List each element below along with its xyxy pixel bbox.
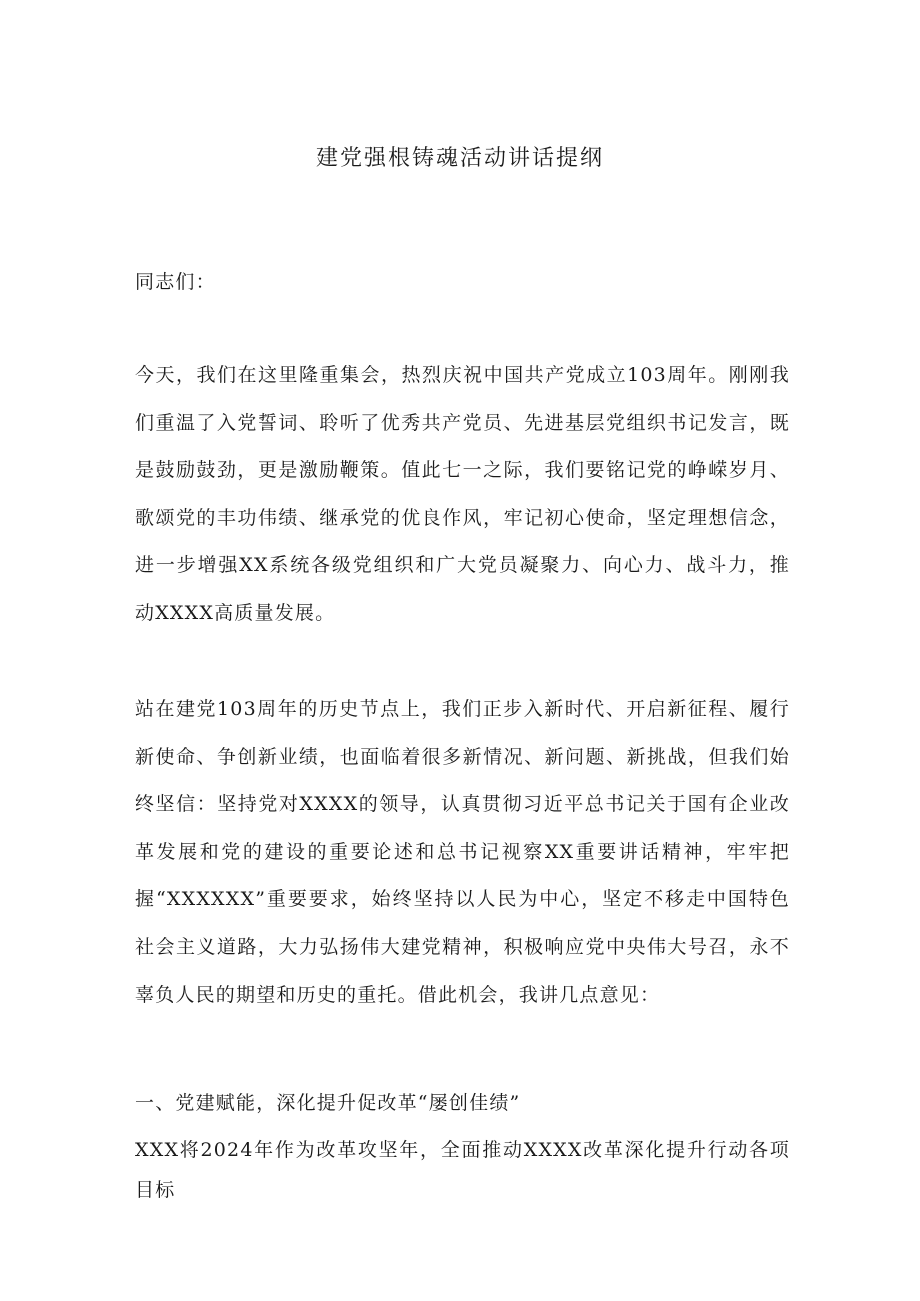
paragraph-context: 站在建党103周年的历史节点上，我们正步入新时代、开启新征程、履行新使命、争创新业绩，也面临着很多新情况、新问题、新挑战，但我们始终坚信：坚持党对XXXX的领导，认真贯彻习近平总书记关于国有企业改革发展和党的建设的重要论述和总书记视察XX重要讲话精神，牢牢把握“XXXXXX”重要要求，始终坚持以人民为中心，坚定不移走中国特色社会主义道路，大力弘扬伟大建党精神，积极响应党中央伟大号召，永不辜负人民的期望和历史的重托。借此机会，我讲几点意见： xyxy=(135,698,790,1006)
salutation: 同志们： xyxy=(135,271,216,293)
document-title: 建党强根铸魂活动讲话提纲 xyxy=(315,146,604,171)
paragraph-opening: 今天，我们在这里隆重集会，热烈庆祝中国共产党成立103周年。刚刚我们重温了入党誓词、聆听了优秀共产党员、先进基层党组织书记发言，既是鼓励鼓劲，更是激励鞭策。值此七一之际，我们要铭记党的峥嵘岁月、歌颂党的丰功伟绩、继承党的优良作风，牢记初心使命，坚定理想信念，进一步增强XX系统各级党组织和广大党员凝聚力、向心力、战斗力，推动XXXX高质量发展。 xyxy=(135,364,790,624)
paragraph-section-1: XXX将2024年作为改革攻坚年，全面推动XXXX改革深化提升行动各项目标 xyxy=(135,1139,790,1201)
section-heading-1: 一、党建赋能，深化提升促改革“屡创佳绩” xyxy=(135,1092,521,1114)
